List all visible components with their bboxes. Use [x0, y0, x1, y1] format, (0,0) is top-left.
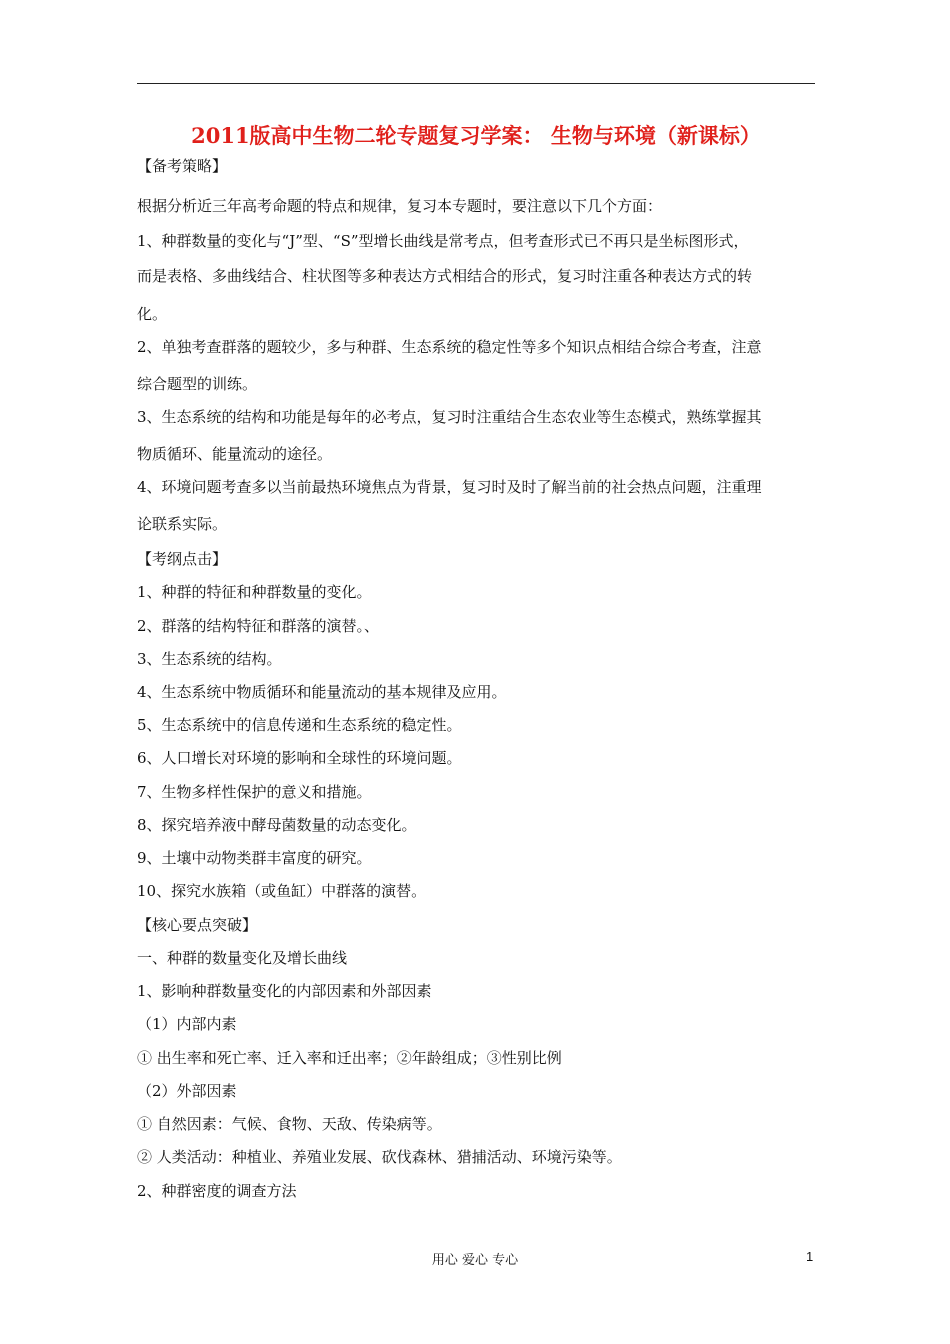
text-line: 论联系实际。 — [137, 515, 228, 533]
text-line: 4、环境问题考查多以当前最热环境焦点为背景，复习时及时了解当前的社会热点问题，注重理 — [137, 478, 762, 496]
text-line: 3、生态系统的结构和功能是每年的必考点，复习时注重结合生态农业等生态模式，熟练掌握其 — [137, 408, 762, 426]
text-line: 综合题型的训练。 — [137, 375, 258, 393]
document-title: 2011版高中生物二轮专题复习学案： 生物与环境（新课标） — [191, 123, 761, 148]
header-rule — [137, 83, 815, 84]
text-line: 6、人口增长对环境的影响和全球性的环境问题。 — [137, 749, 462, 767]
text-line: 5、生态系统中的信息传递和生态系统的稳定性。 — [137, 716, 462, 734]
text-line: 化。 — [137, 305, 168, 323]
text-line: ① 自然因素：气候、食物、天敌、传染病等。 — [137, 1115, 442, 1133]
text-line: 2、种群密度的调查方法 — [137, 1182, 297, 1200]
text-line: 一、种群的数量变化及增长曲线 — [137, 949, 348, 967]
text-line: 【核心要点突破】 — [137, 916, 258, 934]
text-line: 根据分析近三年高考命题的特点和规律，复习本专题时，要注意以下几个方面： — [137, 197, 663, 215]
text-line: 1、种群数量的变化与“J”型、“S”型增长曲线是常考点，但考查形式已不再只是坐标图形式， — [137, 232, 749, 250]
footer-text: 用心 爱心 专心 — [431, 1253, 519, 1268]
text-line: 【考纲点击】 — [137, 550, 228, 568]
text-line: 2、单独考查群落的题较少，多与种群、生态系统的稳定性等多个知识点相结合综合考查，注意 — [137, 338, 762, 356]
text-line: 9、土壤中动物类群丰富度的研究。 — [137, 849, 372, 867]
text-line: 物质循环、能量流动的途径。 — [137, 445, 333, 463]
text-line: 8、探究培养液中酵母菌数量的动态变化。 — [137, 816, 417, 834]
text-line: 3、生态系统的结构。 — [137, 650, 282, 668]
text-line: ② 人类活动：种植业、养殖业发展、砍伐森林、猎捕活动、环境污染等。 — [137, 1148, 622, 1166]
page-number: 1 — [806, 1249, 814, 1264]
text-line: 而是表格、多曲线结合、柱状图等多种表达方式相结合的形式，复习时注重各种表达方式的转 — [137, 267, 753, 285]
text-line: 4、生态系统中物质循环和能量流动的基本规律及应用。 — [137, 683, 507, 701]
text-line: 1、种群的特征和种群数量的变化。 — [137, 583, 372, 601]
text-line: 7、生物多样性保护的意义和措施。 — [137, 783, 372, 801]
text-line: ① 出生率和死亡率、迁入率和迁出率；②年龄组成；③性别比例 — [137, 1049, 562, 1067]
text-line: 1、影响种群数量变化的内部因素和外部因素 — [137, 982, 432, 1000]
text-line: （2）外部因素 — [137, 1082, 237, 1100]
text-line: （1）内部内素 — [137, 1015, 237, 1033]
text-line: 【备考策略】 — [137, 157, 228, 175]
text-line: 10、探究水族箱（或鱼缸）中群落的演替。 — [137, 882, 427, 900]
text-line: 2、群落的结构特征和群落的演替。、 — [137, 617, 380, 635]
